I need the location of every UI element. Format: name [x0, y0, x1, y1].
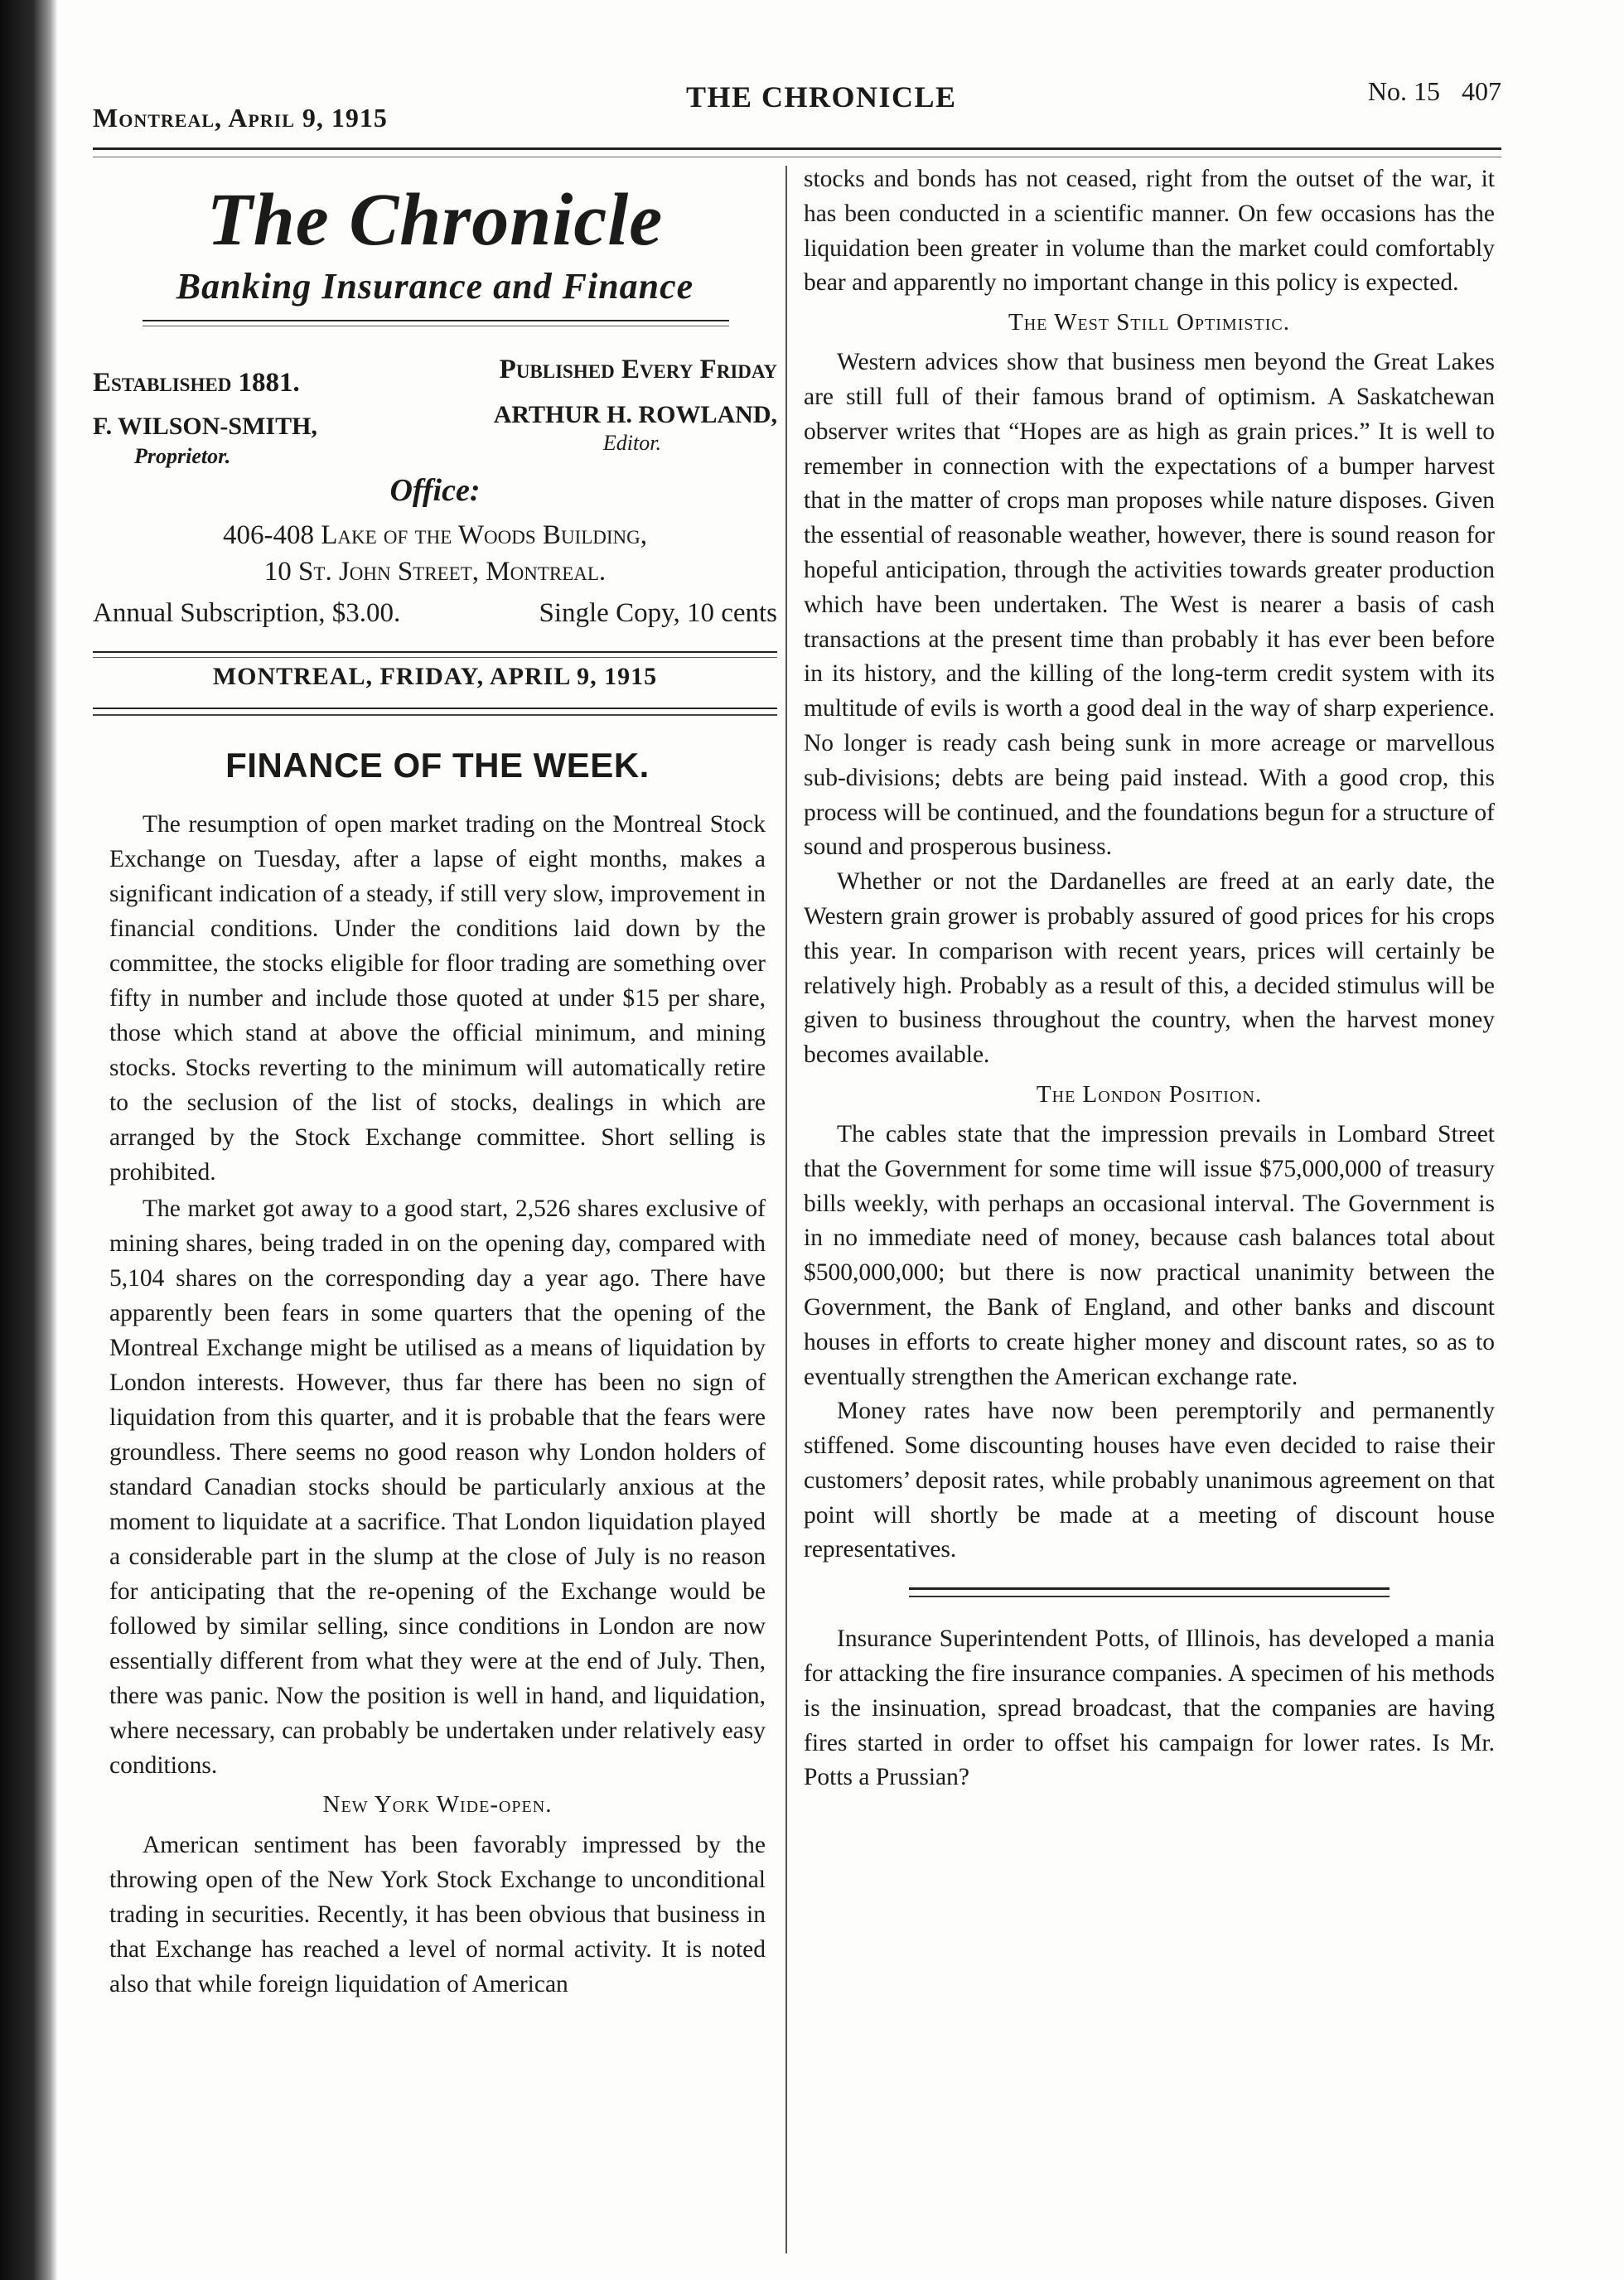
- proprietor-role: Proprietor.: [134, 444, 231, 468]
- single-copy-price: Single Copy, 10 cents: [539, 598, 777, 628]
- editor-name: ARTHUR H. ROWLAND,: [493, 401, 777, 428]
- section-separator-rule: [909, 1587, 1390, 1597]
- article-heading: FINANCE OF THE WEEK.: [225, 746, 650, 785]
- issue-number: No. 15: [1367, 76, 1440, 106]
- dateline-rule-top: [93, 651, 777, 658]
- header-rule: [93, 147, 1501, 157]
- article-paragraph: American sentiment has been favorably impressed by the throwing open of the New York Stock Exchange to unconditional trading in securities. Recently, it has been obvious that business in that Exchange has reached a level of normal activity. It is noted also that while foreign liquidation of American: [109, 1832, 766, 1997]
- section-subhead: New York Wide-open.: [322, 1791, 553, 1818]
- newspaper-page: [58, 0, 1624, 2280]
- insurance-note: Insurance Superintendent Potts, of Illinois, has developed a mania for attacking the fire insurance companies. A specimen of his methods is the insinuation, spread broadcast, that the companies are having fires started in order to offset his campaign for lower rates. Is Mr. Potts a Prussian?: [804, 1625, 1495, 1791]
- right-column: [804, 162, 1495, 2258]
- article-paragraph: The cables state that the impression prevails in Lombard Street that the Government for some time will issue $75,000,000 of treasury bills weekly, with perhaps an occasional interval. The Government is in no immediate need of money, because cash balances total about $500,000,000; but there is now practical unanimity between the Government, the Bank of England, and other banks and discount houses in efforts to create higher money and discount rates, so as to eventually strengthen the American exchange rate.: [804, 1120, 1495, 1390]
- subscription-line: [93, 598, 777, 629]
- masthead-title: The Chronicle: [206, 179, 664, 261]
- dateline-rule-bottom: [93, 708, 777, 716]
- page-number: 407: [1462, 76, 1501, 106]
- office-address-line-1: 406-408 Lake of the Woods Building,: [222, 520, 647, 550]
- article-paragraph: Money rates have now been peremptorily and permanently stiffened. Some discounting houses have even decided to raise their customers’ deposit rates, while probably unanimous agreement on that point will shortly be made at a meeting of discount house representatives.: [804, 1398, 1495, 1563]
- issue-dateline: MONTREAL, FRIDAY, APRIL 9, 1915: [212, 663, 658, 690]
- editor-role: Editor.: [602, 431, 661, 455]
- running-header: [93, 76, 1501, 138]
- article-paragraph-continued: stocks and bonds has not ceased, right from the outset of the war, it has been conducted in a scientific manner. On few occasions has the liquidation been greater in volume than the market could comfortably bear and apparently no important change in this policy is expected.: [804, 166, 1495, 297]
- masthead-subtitle: Banking Insurance and Finance: [176, 266, 694, 307]
- proprietor-name: F. WILSON-SMITH,: [93, 413, 317, 440]
- section-subhead: The West Still Optimistic.: [1008, 309, 1290, 336]
- annual-subscription: Annual Subscription, $3.00.: [93, 598, 401, 628]
- column-divider: [785, 166, 787, 2253]
- running-header-dateline: Montreal, April 9, 1915: [93, 103, 388, 133]
- office-label: Office:: [389, 473, 481, 508]
- running-header-title: THE CHRONICLE: [686, 80, 957, 114]
- section-subhead: The London Position.: [1036, 1080, 1263, 1108]
- office-address-line-2: 10 St. John Street, Montreal.: [263, 557, 607, 587]
- left-column: [109, 746, 766, 2245]
- article-paragraph: The resumption of open market trading on the Montreal Stock Exchange on Tuesday, after a lapse of eight months, makes a significant indication of a steady, if still very slow, improvement in financial conditions. Under the conditions laid down by the committee, the stocks eligible for floor trading are something over fifty in number and include those quoted at under $15 per share, those which stand at above the official minimum, and mining stocks. Stocks reverting to the minimum will automatically retire to the seclusion of the list of stocks, dealings in which are arranged by the Stock Exchange committee. Short selling is prohibited.: [109, 811, 766, 1186]
- article-paragraph: Whether or not the Dardanelles are freed at an early date, the Western grain grower is probably assured of good prices for his crops this year. In comparison with recent years, prices will certainly be relatively high. Probably as a result of this, a decided stimulus will be given to business throughout the country, when the harvest money becomes available.: [804, 868, 1495, 1069]
- masthead: [93, 166, 777, 729]
- published-line: Published Every Friday: [499, 355, 777, 384]
- running-header-issue-page: [1346, 76, 1501, 107]
- established-line: Established 1881.: [93, 368, 300, 398]
- article-paragraph: Western advices show that business men beyond the Great Lakes are still full of their famous brand of optimism. A Saskatchewan observer writes that “Hopes are as high as grain prices.” It is well to remember in connection with the expectations of a bumper harvest that in the matter of crops man proposes while nature disposes. Given the essential of reasonable weather, however, there is sound reason for hopeful anticipation, through the activities towards greater production which have been undertaken. The West is nearer a basis of cash transactions at the present time than probably it has ever been before in its history, and the killing of the long-term credit system with its multitude of evils is worth a good deal in the way of sharp experience. No longer is ready cash being sunk in more acreage or marvellous sub-divisions; debts are being paid instead. With a good crop, this process will be continued, and the foundations begun for a structure of sound and prosperous business.: [804, 349, 1495, 861]
- masthead-rule: [143, 320, 729, 326]
- page-binding-edge: [0, 0, 58, 2280]
- article-paragraph: The market got away to a good start, 2,526 shares exclusive of mining shares, being traded in on the opening day, compared with 5,104 shares on the corresponding day a year ago. There have apparently been fears in some quarters that the opening of the Montreal Exchange might be utilised as a means of liquidation by London interests. However, thus far there has been no sign of liquidation from this quarter, and it is probable that the fears were groundless. There seems no good reason why London holders of standard Canadian stocks should be particularly anxious at the moment to liquidate at a sacrifice. That London liquidation played a considerable part in the slump at the close of July is no reason for anticipating that the re-opening of the Exchange would be followed by similar selling, since conditions in London are now essentially different from what they were at the end of July. Then, there was panic. Now the position is well in hand, and liquidation, where necessary, can probably be undertaken under relatively easy conditions.: [109, 1196, 766, 1779]
